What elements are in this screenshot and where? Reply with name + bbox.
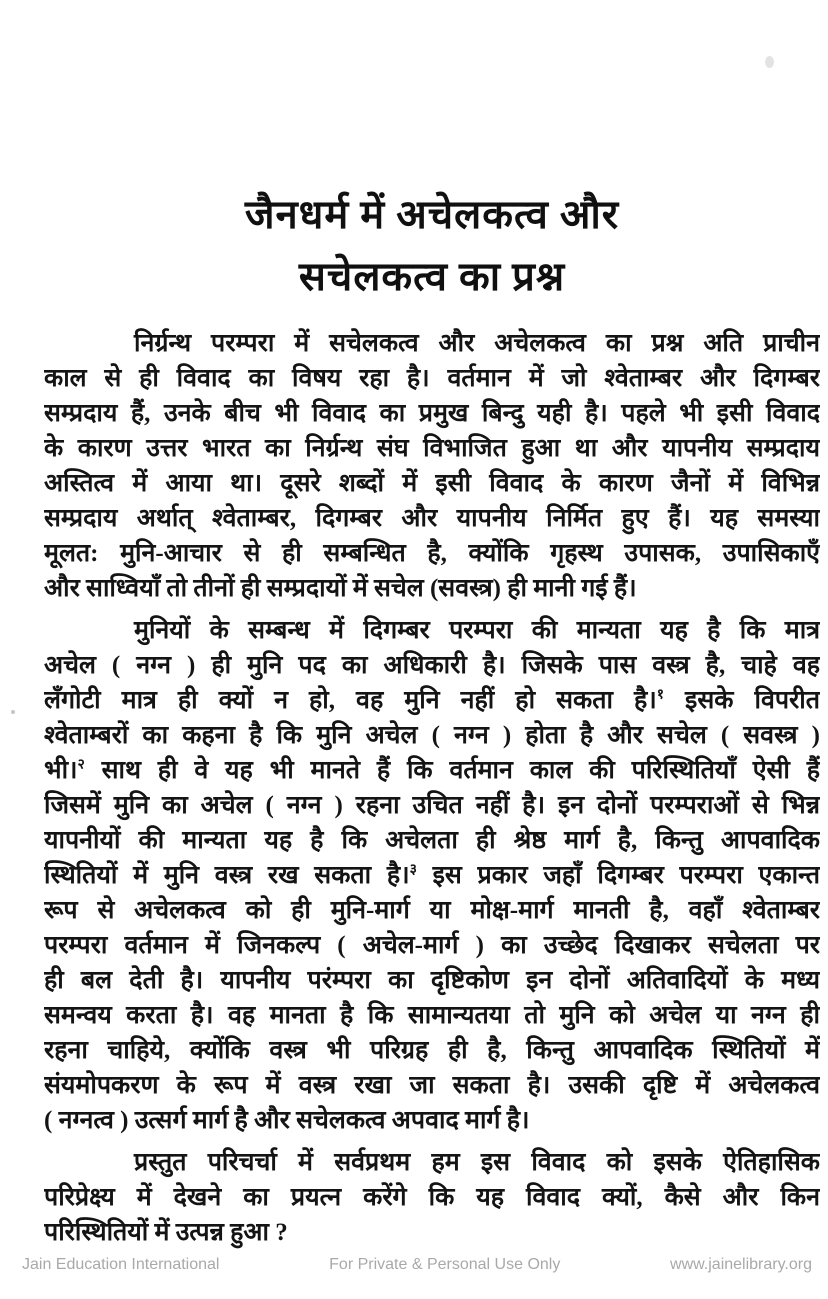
scan-smudge-artifact xyxy=(765,56,774,68)
page-title xyxy=(44,184,820,308)
text-line: यापनीयों की मान्यता यह है कि अचेलता ही श्रेष्ठ मार्ग है, किन्तु आपवादिक xyxy=(44,827,820,854)
text-line: जिसमें मुनि का अचेल ( नग्न ) रहना उचित नहीं है। इन दोनों परम्पराओं से भिन्न xyxy=(44,792,820,819)
page-title-line-1: जैनधर्म में अचेलकत्व और xyxy=(244,192,620,237)
text-line: सम्प्रदाय हैं, उनके बीच भी विवाद का प्रमुख बिन्दु यही है। पहले भी इसी विवाद xyxy=(44,400,820,427)
text-line: और साध्वियाँ तो तीनों ही सम्प्रदायों में सचेल (सवस्त्र) ही मानी गई हैं। xyxy=(44,575,637,602)
text-line: परिस्थितियों में उत्पन्न हुआ ? xyxy=(44,1219,288,1246)
footnote-reference: २ xyxy=(77,757,85,773)
text-line: प्रस्तुत परिचर्चा में सर्वप्रथम हम इस विवाद को इसके ऐतिहासिक xyxy=(134,1149,820,1176)
text-line: लँगोटी मात्र ही क्यों न हो, वह मुनि नहीं हो सकता है।$^१$ इसके विपरीत xyxy=(44,687,820,714)
text-line: के कारण उत्तर भारत का निर्ग्रन्थ संघ विभाजित हुआ था और यापनीय सम्प्रदाय xyxy=(44,435,820,462)
text-line: अचेल ( नग्न ) ही मुनि पद का अधिकारी है। जिसके पास वस्त्र है, चाहे वह xyxy=(44,652,820,679)
text-line: परम्परा वर्तमान में जिनकल्प ( अचेल-मार्ग ) का उच्छेद दिखाकर सचेलता पर xyxy=(44,932,820,959)
text-line: संयमोपकरण के रूप में वस्त्र रखा जा सकता है। उसकी दृष्टि में अचेलकत्व xyxy=(44,1072,820,1099)
page-footer xyxy=(22,1256,812,1274)
paragraph xyxy=(44,1145,820,1250)
page-title-line-2: सचेलकत्व का प्रश्न xyxy=(298,254,566,299)
paragraph xyxy=(44,326,820,606)
text-line: सम्प्रदाय अर्थात् श्वेताम्बर, दिगम्बर और यापनीय निर्मित हुए हैं। यह समस्या xyxy=(44,505,820,532)
text-line: श्वेताम्बरों का कहना है कि मुनि अचेल ( नग्न ) होता है और सचेल ( सवस्त्र ) xyxy=(44,722,820,749)
text-line: रूप से अचेलकत्व को ही मुनि-मार्ग या मोक्ष-मार्ग मानती है, वहाँ श्वेताम्बर xyxy=(44,897,820,924)
text-line: समन्वय करता है। वह मानता है कि सामान्यतया तो मुनि को अचेल या नग्न ही xyxy=(44,1002,820,1029)
footer-website-label: www.jainelibrary.org xyxy=(670,1256,812,1273)
text-line: भी।$^२$ साथ ही वे यह भी मानते हैं कि वर्तमान काल की परिस्थितियाँ ऐसी हैं xyxy=(44,757,820,784)
text-line: मुनियों के सम्बन्ध में दिगम्बर परम्परा की मान्यता यह है कि मात्र xyxy=(134,617,820,644)
footer-usage-label: For Private & Personal Use Only xyxy=(329,1256,561,1273)
body-text xyxy=(44,326,820,1257)
text-line: ही बल देती है। यापनीय परंम्परा का दृष्टिकोण इन दोनों अतिवादियों के मध्य xyxy=(44,967,820,994)
text-line: ( नग्नत्व ) उत्सर्ग मार्ग है और सचेलकत्व अपवाद मार्ग है। xyxy=(44,1107,530,1134)
paragraph xyxy=(44,613,820,1138)
footer-publisher-label: Jain Education International xyxy=(22,1256,220,1273)
footnote-reference: १ xyxy=(656,687,664,703)
text-line: काल से ही विवाद का विषय रहा है। वर्तमान में जो श्वेताम्बर और दिगम्बर xyxy=(44,365,820,392)
text-line: स्थितियों में मुनि वस्त्र रख सकता है।$^३$ इस प्रकार जहाँ दिगम्बर परम्परा एकान्त xyxy=(44,862,820,889)
text-line: परिप्रेक्ष्य में देखने का प्रयत्न करेंगे कि यह विवाद क्यों, कैसे और किन xyxy=(44,1184,820,1211)
text-line: निर्ग्रन्थ परम्परा में सचेलकत्व और अचेलकत्व का प्रश्न अति प्राचीन xyxy=(134,330,820,357)
text-line: रहना चाहिये, क्योंकि वस्त्र भी परिग्रह ही है, किन्तु आपवादिक स्थितियों में xyxy=(44,1037,820,1064)
text-line: अस्तित्व में आया था। दूसरे शब्दों में इसी विवाद के कारण जैनों में विभिन्न xyxy=(44,470,820,497)
scan-dot-artifact xyxy=(11,710,15,714)
text-line: मूलत: मुनि-आचार से ही सम्बन्धित है, क्योंकि गृहस्थ उपासक, उपासिकाएँ xyxy=(44,540,820,567)
footnote-reference: ३ xyxy=(409,862,417,878)
